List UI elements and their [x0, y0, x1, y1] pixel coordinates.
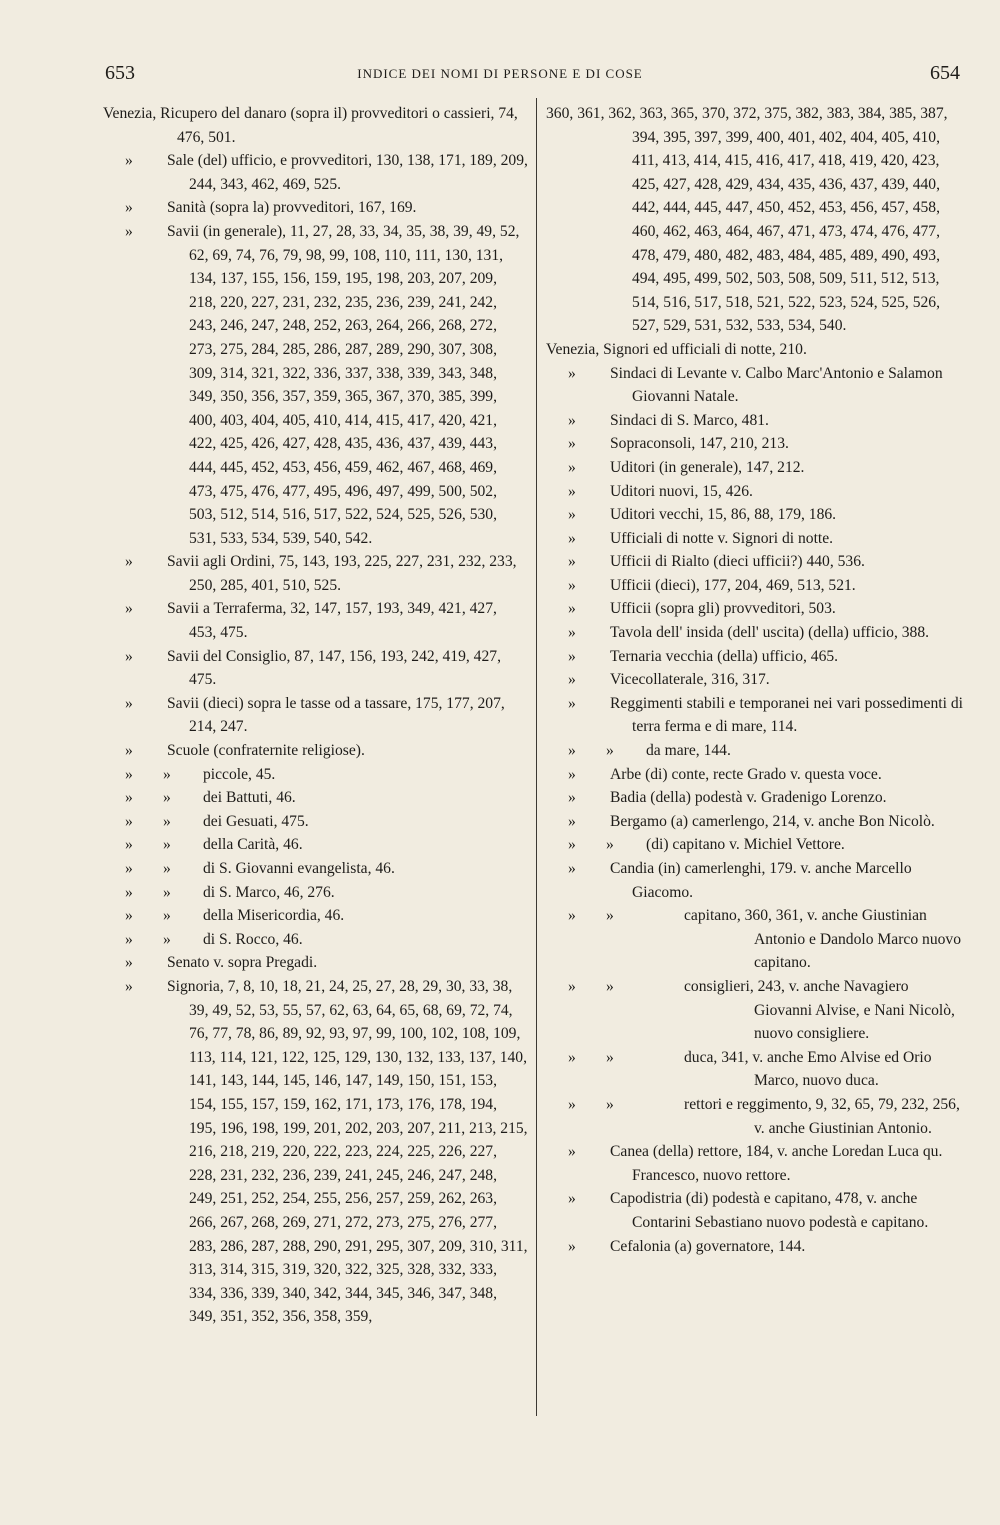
entry-text: Cefalonia (a) governatore, 144.	[610, 1237, 806, 1255]
ditto-mark: »	[568, 1190, 576, 1208]
index-entry	[103, 951, 528, 975]
index-entry	[103, 857, 528, 881]
entry-text: di S. Marco, 46, 276.	[203, 883, 335, 901]
ditto-mark: »	[125, 765, 133, 783]
ditto-mark: »	[125, 977, 133, 995]
ditto-mark: »	[568, 836, 576, 854]
index-entry	[103, 149, 528, 196]
entry-text: Sanità (sopra la) provveditori, 167, 169.	[167, 199, 417, 217]
entry-text: Tavola dell' insida (dell' uscita) (della) ufficio, 388.	[610, 624, 930, 642]
entry-text: Sopraconsoli, 147, 210, 213.	[610, 435, 789, 453]
entry-text: (di) capitano v. Michiel Vettore.	[646, 836, 845, 854]
index-entry	[103, 786, 528, 810]
ditto-mark: »	[568, 907, 576, 925]
index-entry	[546, 574, 963, 598]
ditto-mark: »	[125, 954, 133, 972]
index-entry	[546, 739, 963, 763]
entry-text: Ufficiali di notte v. Signori di notte.	[610, 529, 834, 547]
index-entry	[546, 975, 963, 1046]
index-entry	[546, 102, 963, 338]
entry-text: Arbe (di) conte, recte Grado v. questa voce.	[610, 765, 882, 783]
ditto-mark: »	[568, 1237, 576, 1255]
entry-text: Savii agli Ordini, 75, 143, 193, 225, 227, 231, 232, 233, 250, 285, 401, 510, 525.	[167, 553, 517, 594]
entry-text: Candia (in) camerlenghi, 179. v. anche Marcello Giacomo.	[610, 860, 912, 901]
ditto-mark: »	[125, 694, 133, 712]
index-entry	[546, 1046, 963, 1093]
ditto-mark: »	[568, 977, 576, 995]
ditto-mark: »	[568, 364, 576, 382]
ditto-mark: »	[568, 812, 576, 830]
entry-text: 360, 361, 362, 363, 365, 370, 372, 375, 382, 383, 384, 385, 387, 394, 395, 397, 399, 400, 401, 402, 404, 405, 410, 411, 413, 414, 415, 416, 417, 418, 419, 420, 423, 425, 427, 428, 429, 434, 435, 436, 437, 439, 440, 442, 444, 445, 447, 450, 452, 453, 456, 457, 458, 460, 462, 463, 464, 467, 471, 473, 474, 476, 477, 478, 479, 480, 482, 483, 484, 485, 489, 490, 493, 494, 495, 499, 502, 503, 508, 509, 511, 512, 513, 514, 516, 517, 518, 521, 522, 523, 524, 525, 526, 527, 529, 531, 532, 533, 534, 540.	[546, 105, 948, 335]
entry-text: Sindaci di S. Marco, 481.	[610, 411, 769, 429]
entry-text: Savii (dieci) sopra le tasse od a tassare, 175, 177, 207, 214, 247.	[167, 694, 505, 736]
entry-text: Savii a Terraferma, 32, 147, 157, 193, 349, 421, 427, 453, 475.	[167, 600, 497, 642]
entry-text: Sale (del) ufficio, e provveditori, 130, 138, 171, 189, 209, 244, 343, 462, 469, 525.	[167, 152, 528, 193]
entry-text: Venezia, Signori ed ufficiali di notte, 210.	[546, 340, 807, 358]
index-entry	[546, 763, 963, 787]
index-entry	[103, 763, 528, 787]
entry-text: Reggimenti stabili e temporanei nei vari possedimenti di terra ferma e di mare, 114.	[610, 694, 963, 736]
index-entry	[546, 550, 963, 574]
ditto-mark: »	[568, 1143, 576, 1161]
column-divider	[536, 98, 537, 1416]
entry-text: rettori e reggimento, 9, 32, 65, 79, 232, 256, v. anche Giustinian Antonio.	[684, 1095, 960, 1137]
entry-text: Sindaci di Levante v. Calbo Marc'Antonio e Salamon Giovanni Natale.	[610, 364, 943, 406]
index-entry	[546, 597, 963, 621]
entry-text: piccole, 45.	[203, 765, 276, 783]
ditto-mark: »	[568, 435, 576, 453]
index-entry	[546, 1235, 963, 1259]
index-entry	[546, 338, 963, 362]
left-column	[103, 102, 528, 1329]
ditto-mark: »	[125, 742, 133, 760]
ditto-mark: »	[568, 765, 576, 783]
index-entry	[546, 833, 963, 857]
ditto-mark: »	[568, 789, 576, 807]
entry-text: Savii (in generale), 11, 27, 28, 33, 34, 35, 38, 39, 49, 52, 62, 69, 74, 76, 79, 98, 99, 108, 110, 111, 130, 131, 134, 137, 155, 156, 159, 195, 198, 203, 207, 209, 218, 220, 227, 231, 232, 235, 236, 239, 241, 242, 243, 246, 247, 248, 252, 263, 264, 266, 268, 272, 273, 275, 284, 285, 286, 287, 289, 290, 307, 308, 309, 314, 321, 322, 336, 337, 338, 339, 343, 348, 349, 350, 356, 357, 359, 365, 367, 370, 385, 399, 400, 403, 404, 405, 410, 414, 415, 417, 420, 421, 422, 425, 426, 427, 428, 435, 436, 437, 439, 443, 444, 445, 452, 453, 456, 459, 462, 467, 468, 469, 473, 475, 476, 477, 495, 496, 497, 499, 500, 502, 503, 512, 514, 516, 517, 522, 524, 525, 526, 530, 531, 533, 534, 539, 540, 542.	[167, 222, 520, 547]
index-entry	[103, 597, 528, 644]
ditto-mark: »	[125, 199, 133, 217]
entry-text: della Misericordia, 46.	[203, 907, 345, 925]
ditto-mark: »	[568, 647, 576, 665]
index-entry	[103, 928, 528, 952]
page-header	[0, 62, 1000, 92]
ditto-mark: »	[568, 860, 576, 877]
index-entry	[546, 432, 963, 456]
entry-text: Ufficii di Rialto (dieci ufficii?) 440, 536.	[610, 553, 865, 571]
index-entry	[103, 196, 528, 220]
index-entry	[546, 1140, 963, 1187]
entry-text: dei Battuti, 46.	[203, 789, 296, 807]
ditto-mark-secondary: »	[163, 812, 171, 830]
index-entry	[103, 833, 528, 857]
ditto-mark: »	[568, 600, 576, 618]
ditto-mark: »	[568, 1095, 576, 1113]
ditto-mark: »	[568, 671, 576, 689]
ditto-mark-secondary: »	[163, 765, 171, 783]
index-entry	[546, 1187, 963, 1234]
entry-text: duca, 341, v. anche Emo Alvise ed Orio Marco, nuovo duca.	[684, 1048, 932, 1090]
ditto-mark-secondary: »	[163, 930, 171, 948]
ditto-mark-secondary: »	[163, 836, 171, 854]
index-entry	[546, 810, 963, 834]
index-entry	[103, 881, 528, 905]
entry-text: Uditori nuovi, 15, 426.	[610, 482, 753, 500]
ditto-mark-secondary: »	[163, 860, 171, 877]
ditto-mark: »	[568, 694, 576, 712]
ditto-mark: »	[125, 647, 133, 665]
index-entry	[546, 786, 963, 810]
ditto-mark: »	[125, 860, 133, 877]
index-entry	[546, 362, 963, 409]
index-entry	[546, 857, 963, 904]
ditto-mark-secondary: »	[163, 907, 171, 925]
ditto-mark: »	[568, 1048, 576, 1066]
ditto-mark: »	[125, 812, 133, 830]
entry-text: Uditori (in generale), 147, 212.	[610, 458, 805, 476]
index-entry	[103, 975, 528, 1329]
entry-text: consiglieri, 243, v. anche Navagiero Giovanni Alvise, e Nani Nicolò, nuovo consigliere.	[684, 977, 955, 1043]
ditto-mark: »	[125, 789, 133, 807]
entry-text: della Carità, 46.	[203, 836, 303, 854]
entry-text: da mare, 144.	[646, 742, 731, 760]
ditto-mark: »	[568, 576, 576, 594]
ditto-mark: »	[568, 411, 576, 429]
ditto-mark: »	[568, 458, 576, 476]
index-entry	[103, 904, 528, 928]
index-entry	[103, 102, 528, 149]
index-entry	[546, 409, 963, 433]
index-entry	[103, 550, 528, 597]
ditto-mark: »	[125, 222, 133, 240]
ditto-mark-secondary: »	[606, 907, 614, 925]
index-entry	[546, 692, 963, 739]
ditto-mark-secondary: »	[163, 883, 171, 901]
entry-text: Savii del Consiglio, 87, 147, 156, 193, 242, 419, 427, 475.	[167, 647, 501, 689]
index-entry	[103, 739, 528, 763]
index-entry	[546, 645, 963, 669]
entry-text: dei Gesuati, 475.	[203, 812, 309, 830]
entry-text: Uditori vecchi, 15, 86, 88, 179, 186.	[610, 506, 837, 524]
ditto-mark: »	[568, 553, 576, 571]
ditto-mark: »	[568, 506, 576, 524]
entry-text: Venezia, Ricupero del danaro (sopra il) provveditori o cassieri, 74, 476, 501.	[103, 105, 518, 146]
running-title: INDICE DEI NOMI DI PERSONE E DI COSE	[357, 66, 643, 81]
ditto-mark: »	[125, 907, 133, 925]
ditto-mark-secondary: »	[606, 742, 614, 760]
ditto-mark: »	[125, 600, 133, 618]
entry-text: di S. Rocco, 46.	[203, 930, 303, 948]
index-entry	[546, 904, 963, 975]
entry-text: Ufficii (dieci), 177, 204, 469, 513, 521.	[610, 576, 856, 594]
entry-text: Signoria, 7, 8, 10, 18, 21, 24, 25, 27, 28, 29, 30, 33, 38, 39, 49, 52, 53, 55, 57, 62, 63, 64, 65, 68, 69, 72, 74, 76, 77, 78, 86, 89, 92, 93, 97, 99, 100, 102, 108, 109, 113, 114, 121, 122, 125, 129, 130, 132, 133, 137, 140, 141, 143, 144, 145, 146, 147, 149, 150, 151, 153, 154, 155, 157, 159, 162, 171, 173, 176, 178, 194, 195, 196, 198, 199, 201, 202, 203, 207, 211, 213, 215, 216, 218, 219, 220, 222, 223, 224, 225, 226, 227, 228, 231, 232, 236, 239, 241, 245, 246, 247, 248, 249, 251, 252, 254, 255, 256, 257, 259, 262, 263, 266, 267, 268, 269, 271, 272, 273, 275, 276, 277, 283, 286, 287, 288, 290, 291, 295, 307, 209, 310, 311, 313, 314, 315, 319, 320, 322, 325, 328, 332, 333, 334, 336, 339, 340, 342, 344, 345, 346, 347, 348, 349, 351, 352, 356, 358, 359,	[167, 977, 528, 1326]
entry-text: Ufficii (sopra gli) provveditori, 503.	[610, 600, 836, 618]
ditto-mark: »	[125, 836, 133, 854]
ditto-mark: »	[125, 553, 133, 571]
page-number-left: 653	[105, 62, 135, 84]
ditto-mark-secondary: »	[606, 836, 614, 854]
ditto-mark-secondary: »	[163, 789, 171, 807]
ditto-mark: »	[568, 624, 576, 642]
index-entry	[546, 668, 963, 692]
index-entry	[546, 621, 963, 645]
index-entry	[103, 220, 528, 550]
ditto-mark: »	[125, 930, 133, 948]
index-entry	[546, 503, 963, 527]
index-entry	[546, 456, 963, 480]
ditto-mark: »	[125, 152, 133, 170]
entry-text: Badia (della) podestà v. Gradenigo Lorenzo.	[610, 789, 887, 807]
entry-text: Canea (della) rettore, 184, v. anche Loredan Luca qu. Francesco, nuovo rettore.	[610, 1143, 943, 1184]
entry-text: Ternaria vecchia (della) ufficio, 465.	[610, 647, 839, 665]
ditto-mark-secondary: »	[606, 1048, 614, 1066]
ditto-mark: »	[125, 883, 133, 901]
entry-text: Scuole (confraternite religiose).	[167, 742, 365, 760]
index-entry	[546, 480, 963, 504]
index-entry	[103, 645, 528, 692]
entry-text: capitano, 360, 361, v. anche Giustinian Antonio e Dandolo Marco nuovo capitano.	[684, 907, 962, 972]
entry-text: Senato v. sopra Pregadi.	[167, 954, 318, 972]
page-number-right: 654	[930, 62, 960, 84]
entry-text: di S. Giovanni evangelista, 46.	[203, 860, 395, 877]
entry-text: Bergamo (a) camerlengo, 214, v. anche Bon Nicolò.	[610, 812, 935, 830]
ditto-mark: »	[568, 742, 576, 760]
index-entry	[546, 527, 963, 551]
index-entry	[103, 810, 528, 834]
index-entry	[103, 692, 528, 739]
ditto-mark-secondary: »	[606, 1095, 614, 1113]
ditto-mark-secondary: »	[606, 977, 614, 995]
entry-text: Vicecollaterale, 316, 317.	[610, 671, 770, 689]
index-entry	[546, 1093, 963, 1140]
right-column	[546, 102, 963, 1258]
ditto-mark: »	[568, 482, 576, 500]
entry-text: Capodistria (di) podestà e capitano, 478, v. anche Contarini Sebastiano nuovo podestà e capitano.	[610, 1190, 929, 1231]
ditto-mark: »	[568, 529, 576, 547]
